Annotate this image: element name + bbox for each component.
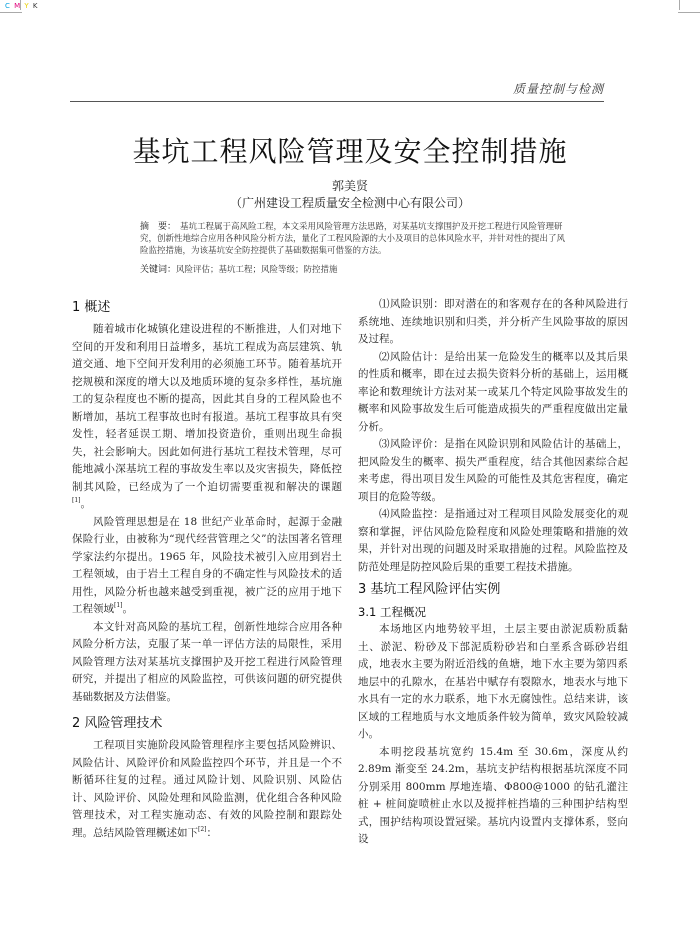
- header-rule: [70, 101, 604, 102]
- journal-section-label: 质量控制与检测: [512, 82, 604, 96]
- citation-ref: [1]: [72, 497, 81, 504]
- section-3-heading: 3 基坑工程风险评估实例: [358, 582, 501, 597]
- registration-k: K: [32, 2, 39, 10]
- left-column: [72, 296, 342, 842]
- section-2-heading: 2 风险管理技术: [72, 716, 163, 731]
- registration-m: M: [14, 2, 22, 10]
- section-3-1-paragraph-2: 本明挖段基坑宽约 15.4m 至 30.6m，深度从约 2.89m 渐变至 24.2m，基坑支护结构根据基坑深度不同分别采用 800mm 厚地连墙、Φ800@1000 的钻孔灌注桩 + 桩间旋喷桩止水以及搅拌桩挡墙的三种围护结构型式，围护结构项设置冠梁。基坑内设置内支撑体系，竖向设: [358, 745, 628, 845]
- section-1-paragraph-2: 风险管理思想是在 18 世纪产业革命时，起源于金融保险行业，由被称为“现代经营管理之父”的法国著名管理学家法约尔提出。1965 年，风险技术被引入应用到岩土工程领域，由于岩土工程自身的不确定性与风险技术的适用性，风险分析也越来越受到重视，被广泛的应用于地下工程领域[1]。: [72, 515, 342, 615]
- citation-ref: [2]: [198, 825, 207, 833]
- crop-mark-top-left: [0, 12, 22, 26]
- keywords-text: 风险评估；基坑工程；风险等级；防控措施: [176, 265, 338, 275]
- section-1-paragraph-1: 随着城市化城镇化建设进程的不断推进，人们对地下空间的开发和利用日益增多，基坑工程成为高层建筑、轨道交通、地下空间开发利用的必须施工环节。随着基坑开挖规模和深度的增大以及地质环境的复杂多样性，基坑施工的复杂程度也不断的提高，因此其自身的工程风险也不断增加，基坑工程事故也时有报道。基坑工程事故具有突发性，轻者延误工期、增加投资造价，重则出现生命损失，社会影响大。因此如何进行基坑工程技术管理，尽可能地减小深基坑工程的事故发生率以及灾害损失，降低控制其风险，已经成为了一个迫切需要重视和解决的课题[1]。: [72, 323, 342, 510]
- section-2-paragraph-1: 工程项目实施阶段风险管理程序主要包括风险辨识、风险估计、风险评价和风险监控四个环节，并且是一个不断循环往复的过程。通过风险计划、风险识别、风险估计、风险评价、风险处理和风险监测，优化组合各种风险管理技术，对工程实施动态、有效的风险控制和跟踪处理。总结风险管理概述如下[2]：: [72, 739, 342, 839]
- risk-identification-item: ⑴风险识别：即对潜在的和客观存在的各种风险进行系统地、连续地识别和归类，并分析产生风险事故的原因及过程。: [358, 298, 628, 345]
- risk-monitoring-item: ⑷风险监控：是指通过对工程项目风险发展变化的观察和掌握，评估风险危险程度和风险处理策略和措施的效果，并针对出现的问题及时采取措施的过程。风险监控及防范处理是防控风险后果的重要工程技术措施。: [358, 508, 628, 573]
- abstract: [140, 221, 570, 257]
- registration-y: Y: [24, 2, 30, 10]
- crop-mark-top-right: [678, 12, 700, 26]
- article-title: 基坑工程风险管理及安全控制措施: [132, 135, 568, 168]
- citation-ref: [1]: [114, 602, 123, 609]
- print-registration-marks: [5, 2, 39, 10]
- risk-evaluation-item: ⑶风险评价：是指在风险识别和风险估计的基础上，把风险发生的概率、损失严重程度，结合其他因素综合起来考虑，得出项目发生风险的可能性及其危害程度，确定项目的危险等级。: [358, 438, 628, 503]
- section-1-heading: 1 概述: [72, 300, 111, 315]
- abstract-text: 基坑工程属于高风险工程，本文采用风险管理方法思路，对某基坑支撑围护及开挖工程进行风险管理研究，创新性地综合应用各种风险分析方法，量化了工程风险源的大小及项目的总体风险水平，并针对性的提出了风险监控措施，为该基坑安全防控提供了基础数据集可借鉴的方法。: [140, 222, 566, 256]
- keywords-label: 关键词：: [140, 265, 177, 275]
- author-affiliation: （广州建设工程质量安全检测中心有限公司）: [229, 196, 470, 210]
- section-3-1-heading: 3.1 工程概况: [358, 605, 426, 619]
- right-column: [358, 296, 628, 849]
- article-author: 郭美贤: [331, 179, 368, 193]
- crop-mark-top-left-vertical: [20, 0, 21, 10]
- crop-mark-top-right-vertical: [679, 0, 680, 10]
- section-1-paragraph-3: 本文针对高风险的基坑工程，创新性地综合应用各种风险分析方法，克服了某一单一评估方法的局限性，采用风险管理方法对某基坑支撑围护及开挖工程进行风险管理研究，并提出了相应的风险监控，可供该问题的研究提供基础数据及方法借鉴。: [72, 620, 342, 703]
- keywords: [140, 264, 570, 276]
- risk-estimation-item: ⑵风险估计：是给出某一危险发生的概率以及其后果的性质和概率，即在过去损失资料分析的基础上，运用概率论和数理统计方法对某一或某几个特定风险事故发生的概率和风险事故发生后可能造成损失的严重程度做出定量分析。: [358, 350, 628, 433]
- abstract-label: 摘 要：: [140, 222, 177, 232]
- section-3-1-paragraph-1: 本场地区内地势较平坦，土层主要由淤泥质粉质黏土、淤泥、粉砂及下部泥质粉砂岩和白垩系含砾砂岩组成，地表水主要为附近沿线的鱼塘，地下水主要为第四系地层中的孔隙水，在基岩中赋存有裂隙水，地表水与地下水具有一定的水力联系，地下水无腐蚀性。总结来讲，该区域的工程地质与水文地质条件较为简单，致灾风险较减小。: [358, 623, 628, 740]
- registration-c: C: [5, 2, 11, 10]
